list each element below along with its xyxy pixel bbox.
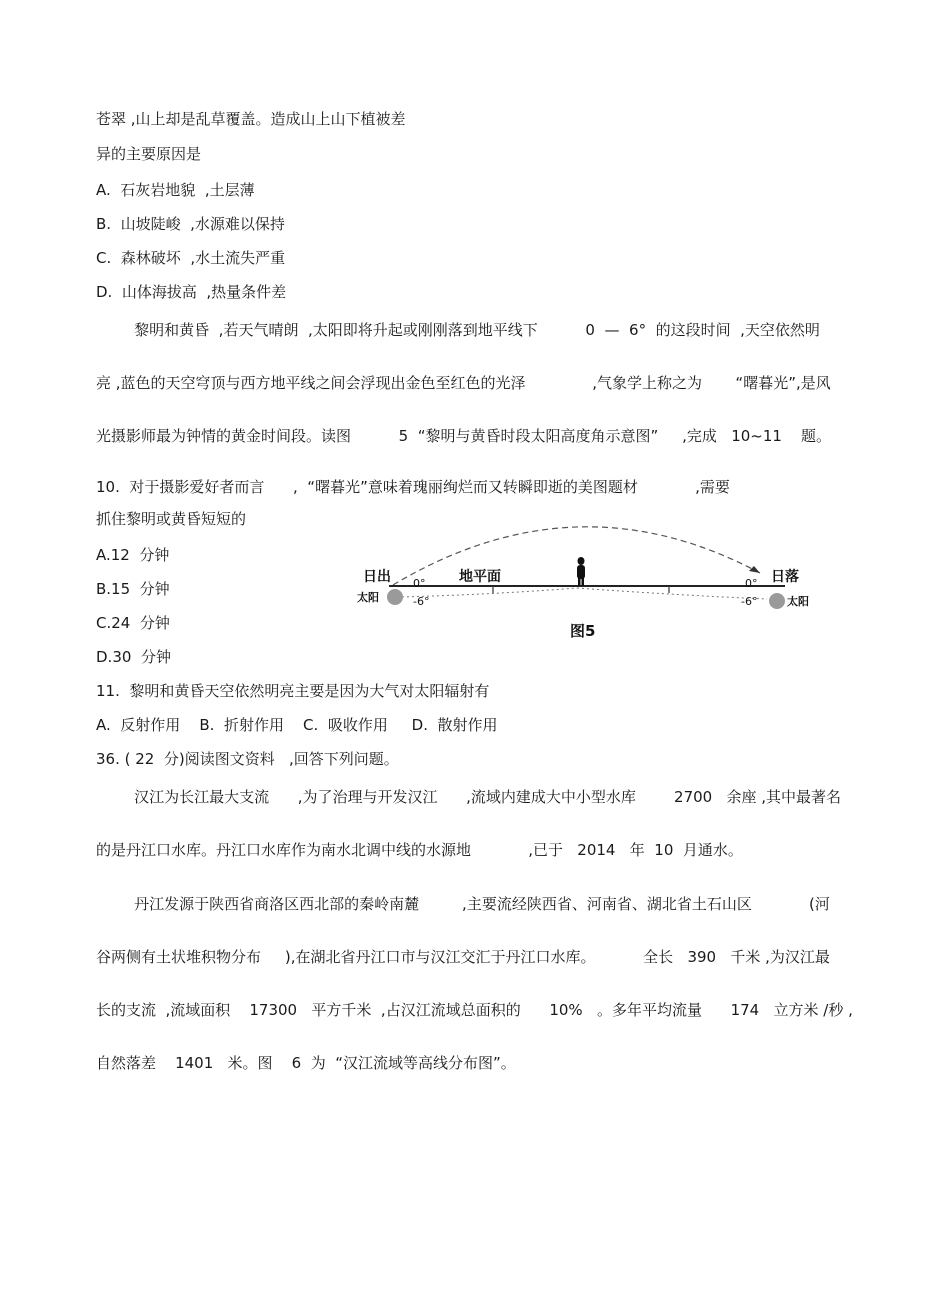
- label-sunset: 日落: [771, 569, 799, 585]
- q36-stem: 36. ( 22 分)阅读图文资料 ,回答下列问题。: [96, 750, 399, 768]
- passage-2-line-1: 汉江为长江最大支流 ,为了治理与开发汉江 ,流域内建成大中小型水库 2700 余座 ,其中最著名: [96, 788, 842, 806]
- q11-options: A. 反射作用 B. 折射作用 C. 吸收作用 D. 散射作用: [96, 716, 498, 734]
- passage-3-line-1: 丹江发源于陕西省商洛区西北部的秦岭南麓 ,主要流经陕西省、河南省、湖北省土石山区 (河: [96, 895, 830, 913]
- line-1: 苍翠 ,山上却是乱草覆盖。造成山上山下植被差: [96, 110, 406, 128]
- passage-2-line-2: 的是丹江口水库。丹江口水库作为南水北调中线的水源地 ,已于 2014 年 10 月通水。: [96, 841, 743, 859]
- below-horizon-right: [577, 588, 767, 599]
- q9-option-d: D. 山体海拔高 ,热量条件差: [96, 283, 287, 301]
- passage-3-line-2: 谷两侧有土状堆积物分布 ),在湖北省丹江口市与汉江交汇于丹江口水库。 全长 390 千米 ,为汉江最: [96, 948, 830, 966]
- passage-1-line-2: 亮 ,蓝色的天空穹顶与西方地平线之间会浮现出金色至红色的光泽 ,气象学上称之为 “曙暮光”,是风: [96, 374, 831, 392]
- passage-3-line-4: 自然落差 1401 米。图 6 为 “汉江流域等高线分布图”。: [96, 1054, 516, 1072]
- line-2: 异的主要原因是: [96, 145, 202, 163]
- q10-option-c: C.24 分钟: [96, 614, 170, 632]
- label-zero-left: 0°: [413, 577, 426, 590]
- passage-3-line-3: 长的支流 ,流域面积 17300 平方千米 ,占汉江流域总面积的 10% 。多年平均流量 174 立方米 /秒 ,: [96, 1001, 853, 1019]
- label-horizon: 地平面: [459, 569, 501, 585]
- q10-stem-2: 抓住黎明或黄昏短短的: [96, 510, 247, 528]
- q10-stem-1: 10. 对于摄影爱好者而言 , “曙暮光”意味着瑰丽绚烂而又转瞬即逝的美图题材 ,需要: [96, 478, 730, 496]
- q10-option-b: B.15 分钟: [96, 580, 170, 598]
- label-sunrise: 日出: [363, 569, 391, 585]
- figure-5: [355, 515, 815, 645]
- label-minus6-left: -6°: [413, 595, 430, 608]
- label-sun-right: 太阳: [787, 595, 809, 608]
- arrow-head-icon: [749, 566, 760, 573]
- figure-caption: 图5: [570, 622, 596, 640]
- sun-right-icon: [769, 593, 785, 609]
- q9-option-b: B. 山坡陡峻 ,水源难以保持: [96, 215, 285, 233]
- label-sun-left: 太阳: [357, 591, 379, 604]
- q9-option-a: A. 石灰岩地貌 ,土层薄: [96, 181, 255, 199]
- sun-path-arc: [393, 527, 760, 585]
- label-minus6-right: -6°: [741, 595, 758, 608]
- q10-option-a: A.12 分钟: [96, 546, 170, 564]
- passage-1-line-3: 光摄影师最为钟情的黄金时间段。读图 5 “黎明与黄昏时段太阳高度角示意图” ,完成 10~11 题。: [96, 427, 832, 445]
- q9-option-c: C. 森林破坏 ,水土流失严重: [96, 249, 286, 267]
- twilight-diagram: [355, 515, 815, 645]
- passage-1-line-1: 黎明和黄昏 ,若天气晴朗 ,太阳即将升起或刚刚落到地平线下 0 — 6° 的这段时间 ,天空依然明: [96, 321, 820, 339]
- q10-option-d: D.30 分钟: [96, 648, 171, 666]
- observer-icon: [577, 557, 585, 586]
- sun-left-icon: [387, 589, 403, 605]
- label-zero-right: 0°: [745, 577, 758, 590]
- q11-stem: 11. 黎明和黄昏天空依然明亮主要是因为大气对太阳辐射有: [96, 682, 490, 700]
